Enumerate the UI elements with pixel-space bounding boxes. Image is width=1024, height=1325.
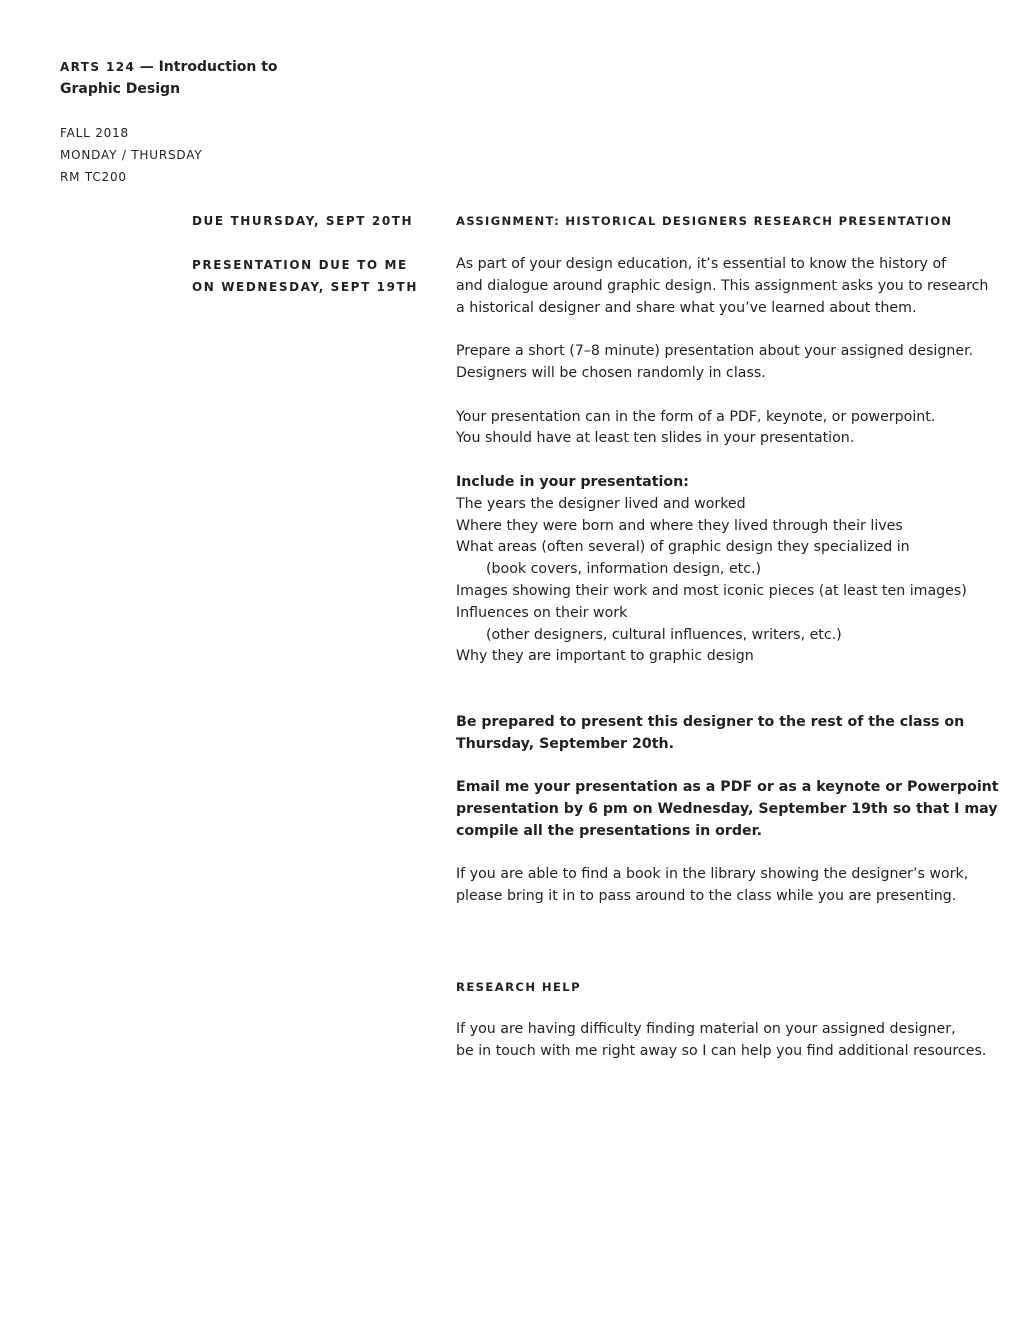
- research-help-paragraph: [456, 1019, 987, 1063]
- term: FALL 2018: [60, 126, 129, 140]
- include-heading: Include in your presentation:: [456, 473, 689, 490]
- include-item-note: (book covers, information design, etc.): [486, 561, 762, 578]
- presentation-due-line-2: ON WEDNESDAY, SEPT 19TH: [192, 280, 418, 294]
- prepared-paragraph: [456, 712, 976, 756]
- format-line: Your presentation can in the form of a PDF, keynote, or powerpoint.: [456, 408, 936, 425]
- library-line: If you are able to find a book in the library showing the designer’s work,: [456, 866, 969, 883]
- intro-line: a historical designer and share what you’ve learned about them.: [456, 299, 917, 316]
- include-list: [456, 472, 976, 668]
- include-item: Images showing their work and most iconic pieces (at least ten images): [456, 582, 967, 599]
- research-help-heading: RESEARCH HELP: [456, 980, 581, 994]
- prepare-paragraph: [456, 341, 976, 385]
- email-line: compile all the presentations in order.: [456, 822, 763, 839]
- course-meta: [60, 122, 202, 188]
- due-date: DUE THURSDAY, SEPT 20TH: [192, 214, 414, 228]
- assignment-title: ASSIGNMENT: HISTORICAL DESIGNERS RESEARCH PRESENTATION: [456, 214, 953, 228]
- due-date-column: [192, 210, 418, 298]
- include-item: Where they were born and where they lived through their lives: [456, 517, 903, 534]
- research-help-section: [456, 976, 987, 1063]
- course-title-part-1: — Introduction to: [139, 59, 278, 75]
- days: MONDAY / THURSDAY: [60, 148, 203, 162]
- research-line: If you are having difficulty finding material on your assigned designer,: [456, 1021, 956, 1037]
- format-paragraph: [456, 407, 976, 451]
- intro-line: and dialogue around graphic design. This assignment asks you to research: [456, 277, 989, 294]
- course-code: ARTS 124: [60, 60, 136, 74]
- library-paragraph: [456, 864, 976, 908]
- format-line: You should have at least ten slides in your presentation.: [456, 430, 855, 447]
- intro-line: As part of your design education, it’s essential to know the history of: [456, 256, 947, 272]
- prepared-line: Be prepared to present this designer to the rest of the class on: [456, 713, 965, 730]
- prepare-line: Prepare a short (7–8 minute) presentation about your assigned designer.: [456, 343, 974, 360]
- library-line: please bring it in to pass around to the class while you are presenting.: [456, 888, 957, 905]
- email-line: Email me your presentation as a PDF or as a keynote or Powerpoint: [456, 779, 999, 796]
- include-item: The years the designer lived and worked: [456, 495, 746, 512]
- intro-paragraph: [456, 254, 989, 319]
- course-header: [60, 56, 278, 100]
- course-title-line-2: Graphic Design: [60, 81, 181, 97]
- prepare-line: Designers will be chosen randomly in class.: [456, 364, 766, 381]
- presentation-due-line-1: PRESENTATION DUE TO ME: [192, 258, 408, 272]
- include-item: Why they are important to graphic design: [456, 648, 754, 665]
- assignment-main: [456, 210, 999, 908]
- course-title-line-1: [60, 56, 278, 78]
- research-line: be in touch with me right away so I can help you find additional resources.: [456, 1042, 987, 1059]
- email-line: presentation by 6 pm on Wednesday, September 19th so that I may: [456, 800, 998, 817]
- email-paragraph: [456, 777, 999, 842]
- include-item-note: (other designers, cultural influences, writers, etc.): [486, 626, 842, 643]
- room: RM TC200: [60, 170, 127, 184]
- include-item: Influences on their work: [456, 604, 628, 621]
- prepared-line: Thursday, September 20th.: [456, 735, 674, 752]
- include-item: What areas (often several) of graphic design they specialized in: [456, 539, 910, 556]
